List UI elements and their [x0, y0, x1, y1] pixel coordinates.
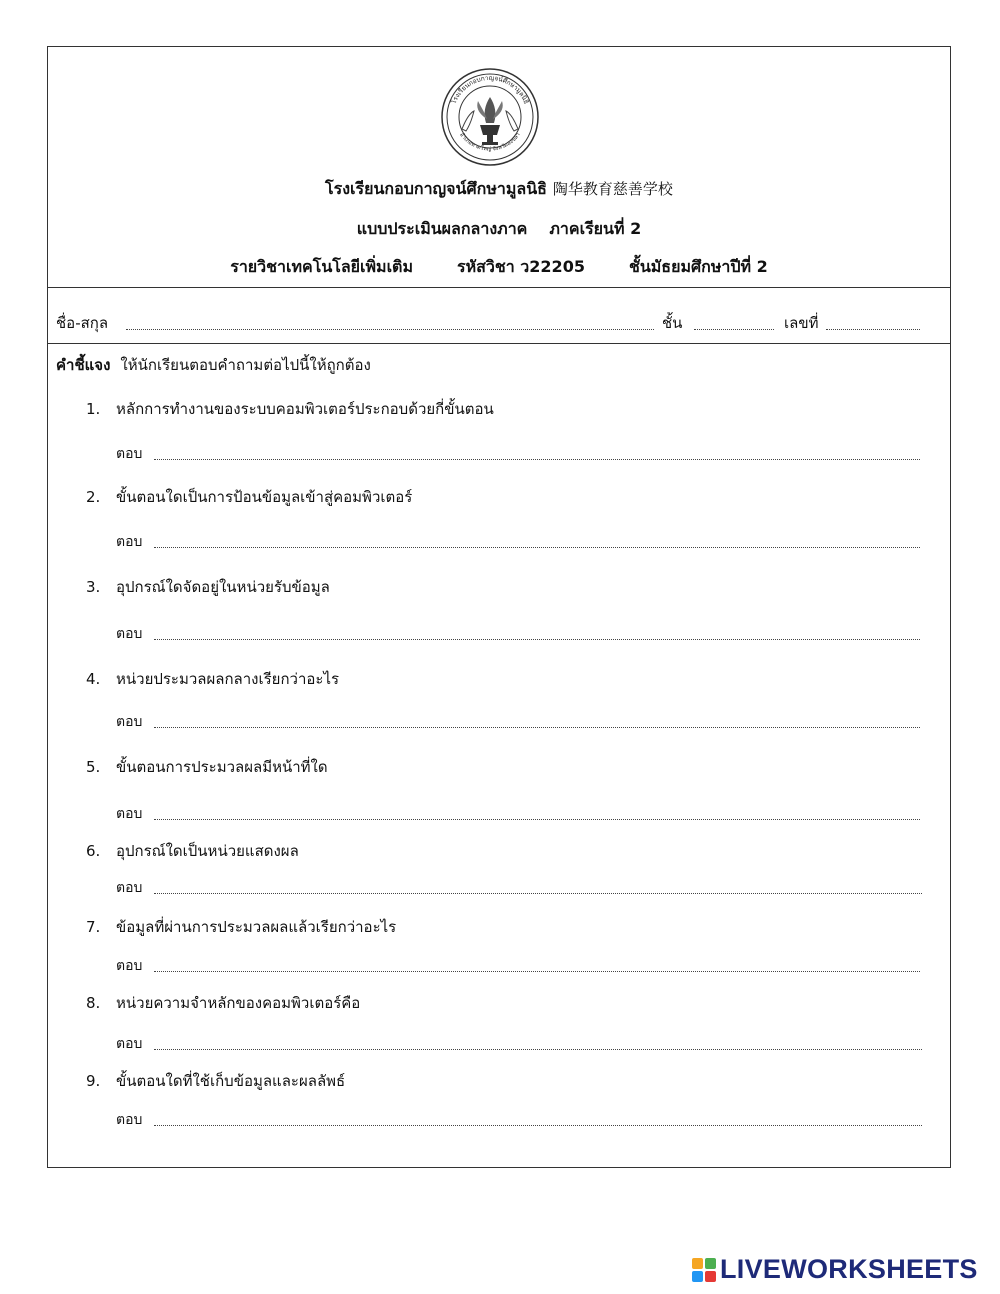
name-label: ชื่อ-สกุล	[56, 314, 109, 332]
assessment-term: ภาคเรียนที่ 2	[549, 219, 642, 238]
instructions	[56, 353, 371, 377]
answer-label: ตอบ	[116, 880, 143, 896]
question-text: หน่วยประมวลผลกลางเรียกว่าอะไร	[116, 670, 340, 688]
instructions-label: คำชี้แจง	[56, 356, 111, 374]
answer-field[interactable]	[154, 459, 920, 460]
logo-block	[705, 1271, 716, 1282]
answer-label: ตอบ	[116, 806, 143, 822]
course-grade: ชั้นมัธยมศึกษาปีที่ 2	[628, 257, 768, 276]
question-item	[86, 991, 360, 1015]
answer-field[interactable]	[154, 1049, 922, 1050]
question-text: หน่วยความจำหลักของคอมพิวเตอร์คือ	[116, 994, 361, 1012]
question-text: ข้อมูลที่ผ่านการประมวลผลแล้วเรียกว่าอะไร	[116, 918, 397, 936]
answer-label: ตอบ	[116, 446, 143, 462]
logo-block	[692, 1271, 703, 1282]
question-number: 7.	[86, 918, 101, 936]
liveworksheets-brand: LIVEWORKSHEETS	[720, 1254, 978, 1284]
question-text: ขั้นตอนใดที่ใช้เก็บข้อมูลและผลลัพธ์	[116, 1072, 346, 1090]
answer-field[interactable]	[154, 819, 920, 820]
question-number: 6.	[86, 842, 101, 860]
answer-label: ตอบ	[116, 1036, 143, 1052]
worksheet-header	[48, 47, 950, 288]
question-text: ขั้นตอนการประมวลผลมีหน้าที่ใด	[116, 758, 328, 776]
student-info-row	[48, 287, 950, 344]
question-item	[86, 755, 328, 779]
instructions-text: ให้นักเรียนตอบคำถามต่อไปนี้ให้ถูกต้อง	[120, 356, 371, 374]
answer-field[interactable]	[154, 971, 920, 972]
answer-field[interactable]	[154, 1125, 922, 1126]
logo-block	[692, 1258, 703, 1269]
question-item	[86, 397, 494, 421]
question-item	[86, 575, 330, 599]
answer-label: ตอบ	[116, 958, 143, 974]
logo-block	[705, 1258, 716, 1269]
answer-label: ตอบ	[116, 626, 143, 642]
question-item	[86, 839, 299, 863]
question-text: ขั้นตอนใดเป็นการป้อนข้อมูลเข้าสู่คอมพิวเตอร์	[116, 488, 413, 506]
question-number: 3.	[86, 578, 101, 596]
question-number: 9.	[86, 1072, 101, 1090]
question-number: 1.	[86, 400, 101, 418]
question-number: 2.	[86, 488, 101, 506]
assessment-title: แบบประเมินผลกลางภาค	[356, 219, 528, 238]
school-name-chinese: 陶华教育慈善学校	[552, 180, 673, 198]
worksheet-frame	[47, 46, 951, 1168]
number-label: เลขที่	[784, 314, 819, 332]
question-number: 4.	[86, 670, 101, 688]
seal-text-bottom: อำเภอหาดใหญ่ จังหวัดสงขลา	[458, 131, 522, 153]
class-label: ชั้น	[662, 314, 683, 332]
question-text: หลักการทำงานของระบบคอมพิวเตอร์ประกอบด้วยกี่ขั้นตอน	[116, 400, 494, 418]
course-line	[48, 255, 950, 280]
liveworksheets-logo[interactable]	[692, 1254, 978, 1285]
course-code: รหัสวิชา ว22205	[457, 257, 585, 276]
seal-text-top: โรงเรียนกอบกาญจน์ศึกษามูลนิธิ	[449, 73, 531, 106]
course-subject: รายวิชาเทคโนโลยีเพิ่มเติม	[230, 257, 413, 276]
question-item	[86, 915, 396, 939]
answer-field[interactable]	[154, 893, 922, 894]
question-number: 8.	[86, 994, 101, 1012]
answer-field[interactable]	[154, 547, 920, 548]
question-item	[86, 485, 412, 509]
answer-label: ตอบ	[116, 714, 143, 730]
class-field[interactable]	[694, 329, 774, 330]
assessment-line	[48, 217, 950, 242]
answer-field[interactable]	[154, 727, 920, 728]
question-number: 5.	[86, 758, 101, 776]
question-text: อุปกรณ์ใดจัดอยู่ในหน่วยรับข้อมูล	[116, 578, 330, 596]
school-seal-logo	[440, 67, 540, 167]
answer-field[interactable]	[154, 639, 920, 640]
name-field[interactable]	[126, 329, 654, 330]
question-item	[86, 1069, 345, 1093]
answer-label: ตอบ	[116, 1112, 143, 1128]
question-item	[86, 667, 339, 691]
school-name: โรงเรียนกอบกาญจน์ศึกษามูลนิธิ	[325, 179, 547, 198]
liveworksheets-blocks-icon	[692, 1258, 716, 1282]
answer-label: ตอบ	[116, 534, 143, 550]
question-text: อุปกรณ์ใดเป็นหน่วยแสดงผล	[116, 842, 299, 860]
school-name-line	[48, 177, 950, 202]
number-field[interactable]	[826, 329, 920, 330]
